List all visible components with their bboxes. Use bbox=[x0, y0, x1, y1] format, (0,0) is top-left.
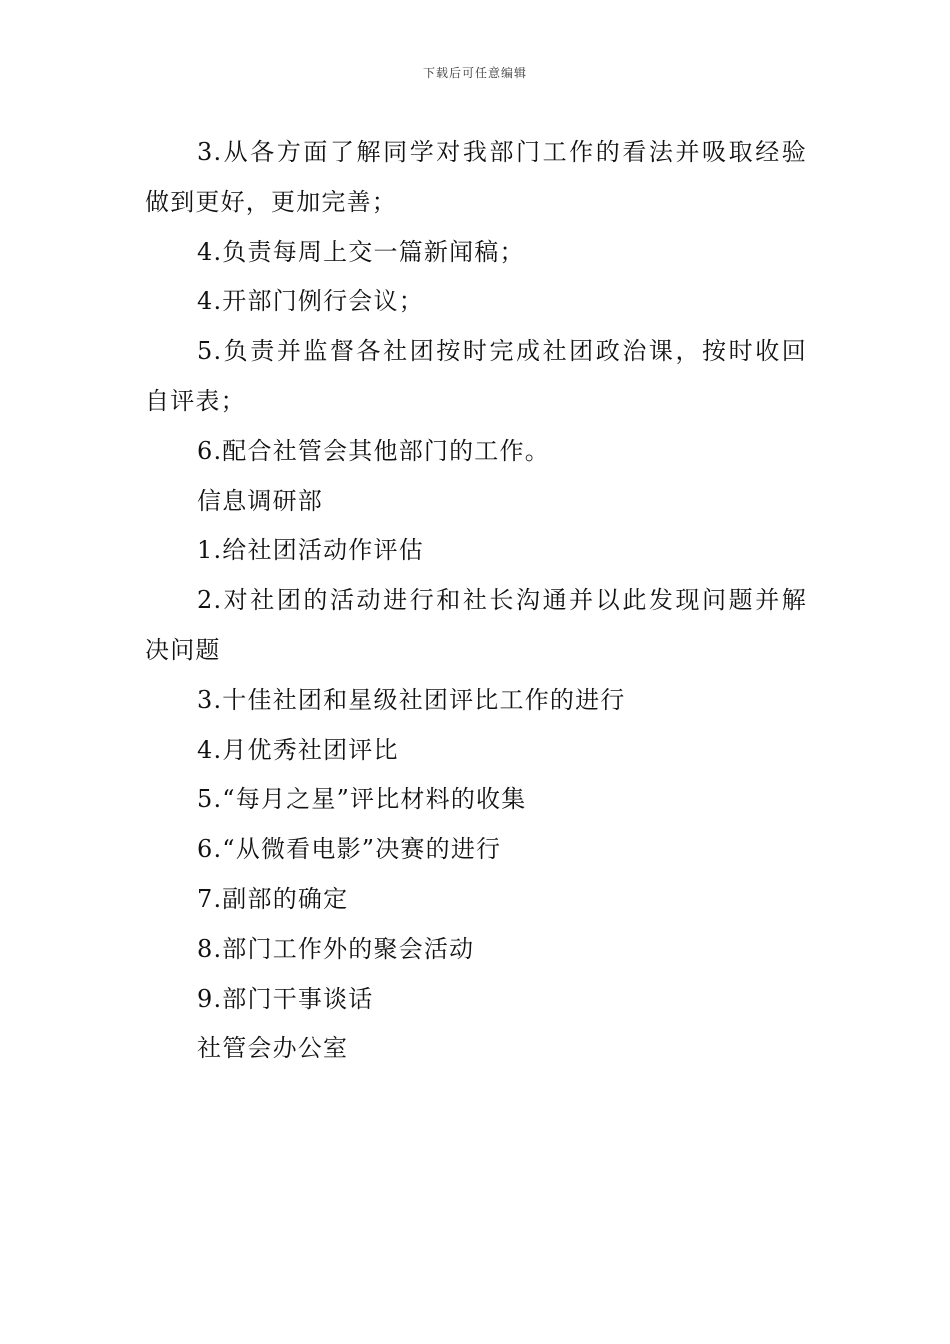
paragraph-line: 4.负责每周上交一篇新闻稿； bbox=[197, 237, 525, 266]
paragraph-line: 6.“从微看电影”决赛的进行 bbox=[197, 835, 502, 864]
page-header: 下载后可任意编辑 bbox=[422, 66, 527, 80]
paragraph-line: 3.十佳社团和星级社团评比工作的进行 bbox=[197, 685, 626, 714]
paragraph-line: 3.从各方面了解同学对我部门工作的看法并吸取经验 bbox=[197, 138, 807, 166]
document-body bbox=[145, 128, 807, 1074]
paragraph-line: 4.月优秀社团评比 bbox=[197, 735, 399, 764]
paragraph-line: 5.负责并监督各社团按时完成社团政治课，按时收回 bbox=[197, 337, 807, 366]
paragraph-line: 8.部门工作外的聚会活动 bbox=[197, 934, 475, 963]
paragraph-line: 1.给社团活动作评估 bbox=[197, 536, 424, 565]
paragraph-line: 9.部门干事谈话 bbox=[197, 984, 374, 1013]
paragraph-line: 4.开部门例行会议； bbox=[197, 287, 424, 316]
paragraph-line: 决问题 bbox=[145, 635, 221, 664]
paragraph-line: 7.副部的确定 bbox=[197, 884, 349, 913]
paragraph-line: 自评表； bbox=[145, 386, 246, 415]
paragraph-line: 做到更好，更加完善； bbox=[145, 187, 397, 216]
section-heading: 信息调研部 bbox=[197, 486, 323, 515]
section-heading: 社管会办公室 bbox=[197, 1034, 349, 1063]
paragraph-line: 2.对社团的活动进行和社长沟通并以此发现问题并解 bbox=[197, 586, 807, 615]
paragraph-line: 6.配合社管会其他部门的工作。 bbox=[197, 436, 550, 465]
paragraph-line: 5.“每月之星”评比材料的收集 bbox=[197, 785, 527, 814]
